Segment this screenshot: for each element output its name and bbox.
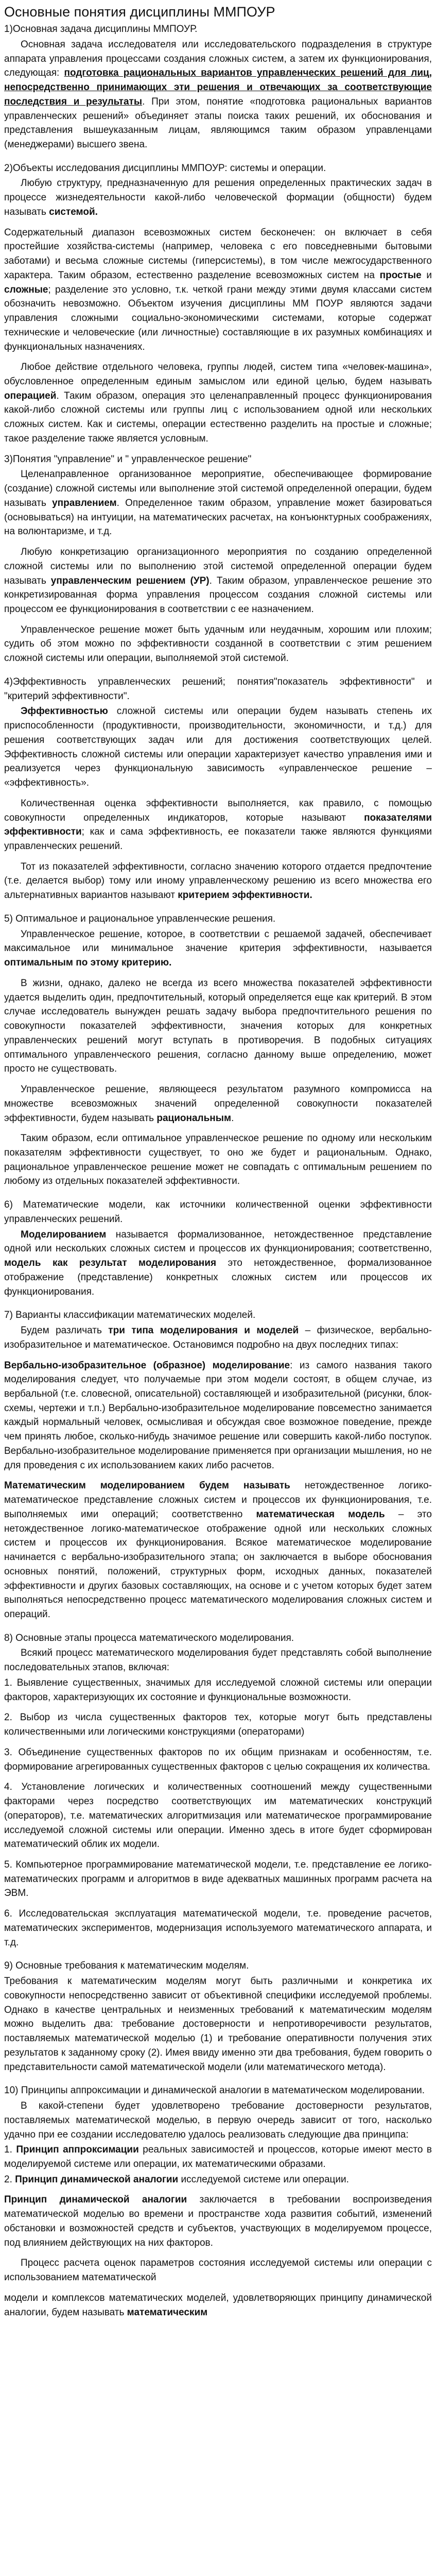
paragraph: Содержательный диапазон всевозможных систем бесконечен: он включает в себя простейшие хозяйства-системы (например, человека с его повседневными бытовыми заботами) и весьма сложные системы (гиперсистемы), в том числе межгосударственного характера. Таким образом, естественно разделение всевозможных систем на простые и сложные; разделение это условно, т.к. четкой грани между этими двумя классами систем обозначить невозможно. Объектом изучения дисциплины ММ ПОУР являются задачи управления сложными социально-экономическими системами, которые содержат технические и человеческие (или личностные) составляющие в их разумных комбинациях и функциональных назначениях.: [4, 227, 432, 352]
paragraph: Управленческое решение может быть удачным или неудачным, хорошим или плохим; судить об этом можно по эффективности созданной в соответствии с этим решением сложной системы или операции, выполняемой этой системой.: [4, 624, 432, 664]
list-item: 2. Выбор из числа существенных факторов тех, которые могут быть представлены количественными или логическими конструкциями (операторами): [4, 1712, 432, 1738]
list-item: 5. Компьютерное программирование математической модели, т.е. представление ее логико-математических программ и алгоритмов в виде адекватных машинных программ расчета на ЭВМ.: [4, 1859, 432, 1899]
paragraph: Управленческое решение, являющееся результатом разумного компромисса на множестве всевозможных значений определенной совокупности показателей эффективности, будем называть рациональным.: [4, 1084, 432, 1124]
paragraph: Всякий процесс математического моделирования будет представлять собой выполнение последовательных этапов, включая:: [4, 1648, 432, 1673]
paragraph: Таким образом, если оптимальное управленческое решение по одному или нескольким показателям эффективности существует, то оно же будет и рациональным. Однако, рациональное управленческое решение может не совпадать с оптимальным решением по любому из отдельных показателей эффективности.: [4, 1133, 432, 1187]
list-item: 1. Выявление существенных, значимых для исследуемой сложной системы или операции факторов, характеризующих их состояние и функциональные возможности.: [4, 1677, 432, 1703]
section-heading-8: 8) Основные этапы процесса математического моделирования.: [4, 1632, 294, 1643]
paragraph: Вербально-изобразительное (образное) моделирование: из самого названия такого моделирования следует, что получаемые при этом модели состоят, в общем случае, из вербальной (т.е. словесной, описательной) составляющей и изобразительной (рисунки, блок-схемы, чертежи и т.п.) Вербально-изобразительное моделирование повсеместно занимается каждый нормальный человек, осмысливая и обсуждая свое возможное поведение, прежде чем принять любое, сколько-нибудь значимое решение или совершить какой-либо поступок. Вербально-изобразительное моделирование применяется при организации мышления, но не для проведения с их использованием каких либо расчетов.: [4, 1360, 432, 1471]
paragraph: Управленческое решение, которое, в соответствии с решаемой задачей, обеспечивает максимальное или минимальное значение критерия эффективности, называется оптимальным по этому критерию.: [4, 928, 432, 969]
paragraph: Целенаправленное организованное мероприятие, обеспечивающее формирование (создание) сложной системы или выполнение этой системой определенной операции, будем называть управлением. Определенное таким образом, управление может базироваться (основываться) на интуиции, на математических расчетах, на конъюнктурных соображениях, на волюнтаризме, и т.д.: [4, 469, 432, 537]
paragraph: Любое действие отдельного человека, группы людей, систем типа «человек-машина», обусловленное определенным единым замыслом или единой целью, будем называть операцией. Таким образом, операция это целенаправленный процесс функционирования какой-либо сложной системы или группы лиц с использованием одной или нескольких сложных систем. Как и системы, операции естественно разделить на простые и сложные; такое разделение также является условным.: [4, 362, 432, 444]
paragraph: В жизни, однако, далеко не всегда из всего множества показателей эффективности удается выделить один, предпочтительный, который определяется еще как критерий. В этом случае исследователь вынужден решать задачу выбора предпочтительного решения по совокупности показателей эффективности, значения которых для конкретных управленческих решений могут вступать в противоречия. В подобных ситуациях оптимального управленческого решения, согласно данному выше определению, может просто не существовать.: [4, 977, 432, 1075]
list-item: 1. Принцип аппроксимации реальных зависимостей и процессов, которые имеют место в моделируемой системе или операции, их математическими образами.: [4, 2144, 432, 2170]
list-item: 2. Принцип динамической аналогии исследуемой системе или операции.: [4, 2174, 349, 2185]
section-heading-9: 9) Основные требования к математическим моделям.: [4, 1960, 249, 1972]
list-item: 4. Установление логических и количественных соотношений между существенными факторами через посредство соответствующих им математических конструкций (операторов), т.е. математических алгоритмизация или математическое программирование исследуемой сложной системы или операции. Именно здесь в итоге будет сформирован математический облик их модели.: [4, 1782, 432, 1850]
paragraph: Основная задача исследователя или исследовательского подразделения в структуре аппарата управления процессами создания сложных систем, а затем их функционирования, следующая: подготовка рациональных вариантов управленческих решений для лиц, непосредственно принимающих эти решения и отвечающих за соответствующие последствия и результаты. При этом, понятие «подготовка рациональных вариантов управленческих решений» объединяет этапы поиска таких решений, их обоснования и представления вышеуказанным лицам, являющимся таким образом управленцами (менеджерами) высшего звена.: [4, 39, 432, 150]
list-item: 6. Исследовательская эксплуатация математической модели, т.е. проведение расчетов, математических экспериментов, модернизация используемого математического аппарата, и т.д.: [4, 1908, 432, 1948]
section-heading-3: 3)Понятия "управление" и " управленческое решение": [4, 453, 252, 465]
paragraph: Будем различать три типа моделирования и моделей – физическое, вербально-изобразительное и математическое. Остановимся подробно на двух последних типах:: [4, 1325, 432, 1350]
paragraph: Эффективностью сложной системы или операции будем называть степень их приспособленности (продуктивности, производительности, экономичности, и т.д.) для решения соответствующих задач или для достижения соответствующих целей. Эффективность сложной системы или операции характеризует качество управления ими и реализуется через функциональную зависимость «управленческое решение – «эффективность».: [4, 706, 432, 789]
paragraph: Любую конкретизацию организационного мероприятия по созданию определенной сложной системы или по выполнению этой системой определенной операции будем называть управленческим решением (УР). Таким образом, управленческое решение это конкретизированная форма управления процессом создания сложной системы или процессом ее функционирования в соответствии с ее назначением.: [4, 547, 432, 615]
section-heading-4: 4)Эффективность управленческих решений; понятия"показатель эффективности" и "критерий эффективности".: [4, 676, 432, 702]
paragraph: Любую структуру, предназначенную для решения определенных практических задач в процессе жизнедеятельности какой-либо человеческой формации (общности) будем называть системой.: [4, 178, 432, 217]
paragraph: Принцип динамической аналогии заключается в требовании воспроизведения математической моделью во времени и пространстве хода развития событий, изменений обстановки и возможностей средств и субъектов, участвующих в моделируемом процессе, под влиянием действующих на них факторов.: [4, 2194, 432, 2248]
page-title: Основные понятия дисциплины ММПОУР: [4, 4, 275, 20]
section-heading-1: 1)Основная задача дисциплины ММПОУР.: [4, 24, 198, 35]
section-heading-6: 6) Математические модели, как источники количественной оценки эффективности управленческих решений.: [4, 1199, 432, 1225]
section-heading-7: 7) Варианты классификации математических моделей.: [4, 1310, 256, 1321]
paragraph: модели и комплексов математических моделей, удовлетворяющих принципу динамической аналогии, будем называть математическим: [4, 2292, 432, 2318]
paragraph: Требования к математическим моделям могут быть различными и конкретика их совокупности непосредственно зависит от объективной специфики исследуемой проблемы. Однако в качестве центральных и неизменных требований к математическим моделям можно выделить два: требование достоверности и непротиворечивости результатов, поставляемых математической моделью (1) и требование оперативности получения этих результатов к заданному сроку (2). Имея ввиду именно эти два требования, будем говорить о представительности самой математической модели (или математического метода).: [4, 1976, 432, 2073]
section-heading-5: 5) Оптимальное и рациональное управленческие решения.: [4, 913, 276, 924]
paragraph: В какой-степени будет удовлетворено требование достоверности результатов, поставляемых математической моделью, в первую очередь зависит от того, насколько удачно при ее создании исследователю удалось реализовать следующие два принципа:: [4, 2100, 432, 2140]
paragraph: Количественная оценка эффективности выполняется, как правило, с помощью совокупности определенных индикаторов, которые называют показателями эффективности; как и сама эффективность, ее показатели также являются функциями управленческих решений.: [4, 798, 432, 852]
section-heading-2: 2)Объекты исследования дисциплины ММПОУР: системы и операции.: [4, 162, 326, 174]
section-heading-10: 10) Принципы аппроксимации и динамической аналогии в математическом моделировании.: [4, 2085, 425, 2096]
paragraph: Процесс расчета оценок параметров состояния исследуемой системы или операции с использованием математической: [4, 2258, 432, 2283]
paragraph: Моделированием называется формализованное, нетождественное представление одной или нескольких сложных систем и процессов их функционирования; соответственно, модель как результат моделирования это нетождественное, формализованное отображение (представление) конкретных сложных систем или процессов их функционирования.: [4, 1229, 432, 1297]
paragraph: Тот из показателей эффективности, согласно значению которого отдается предпочтение (т.е. делается выбор) тому или иному управленческому решению из всего множества его альтернативных вариантов называют критерием эффективности.: [4, 861, 432, 901]
list-item: 3. Объединение существенных факторов по их общим признакам и особенностям, т.е. формирование агрегированных существенных факторов с целью сокращения их количества.: [4, 1747, 432, 1772]
paragraph: Математическим моделированием будем называть нетождественное логико-математическое представление сложных систем и процессов их функционирования, т.е. выполняемых ими операций; соответственно математическая модель – это нетождественное логико-математическое отображение одной или нескольких сложных систем и процессов их функционирования. Всякое математическое моделирование начинается с вербально-изобразительного этапа; он заключается в выборе обоснования основных понятий, положений, структурных форм, исходных данных, показателей эффективности и других базовых составляющих, на основе и с учетом которых будет затем выполняться непосредственно процесс математического моделирования сложных систем и операций.: [4, 1480, 432, 1620]
